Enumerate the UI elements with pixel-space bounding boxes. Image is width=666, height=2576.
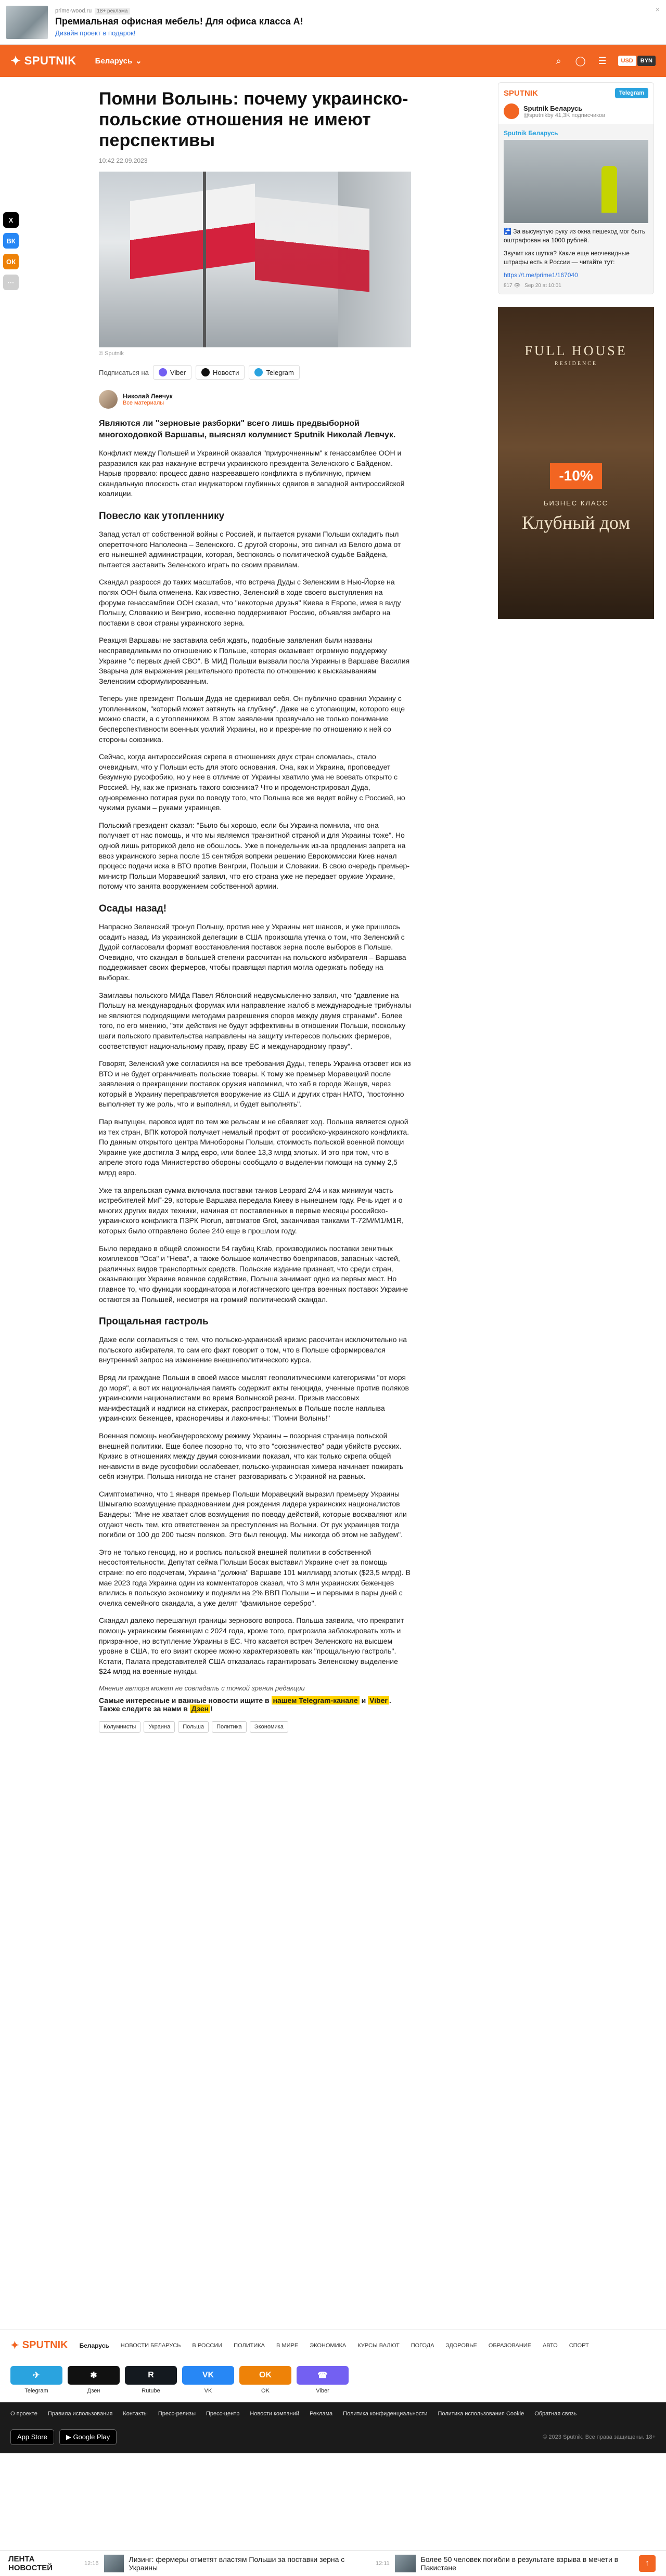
article-date: 10:42 22.09.2023 bbox=[99, 157, 148, 164]
post-text-2: Звучит как шутка? Какие еще неочевидные штрафы есть в России — читайте тут: bbox=[504, 250, 630, 266]
paragraph: Уже та апрельская сумма включала поставки танков Leopard 2A4 и как минимум часть истребителей МиГ-29, которые Варшава передала Киеву в нынешнем году. Речь идет и о многих других видах техники, начиная от поставленных в первые месяцы российско-украинского конфликта ПЗРК Piorun, автоматов Grot, заканчивая танками Т-72М/М1/М1R, которых было отправлено более 240 еще в прошлом году. bbox=[99, 1186, 404, 1235]
footer-nav bbox=[0, 2330, 666, 2361]
social-0[interactable] bbox=[10, 2366, 62, 2394]
social-label: Viber bbox=[316, 2388, 329, 2394]
avatar[interactable] bbox=[99, 390, 118, 409]
article bbox=[99, 77, 411, 1733]
author-name[interactable]: Николай Левчук bbox=[123, 393, 173, 400]
social-label: Rutube bbox=[142, 2388, 160, 2394]
ad-link[interactable]: Дизайн проект в подарок! bbox=[55, 29, 136, 37]
article-hero-image bbox=[99, 172, 411, 347]
footer-nav-item[interactable]: НОВОСТИ БЕЛАРУСЬ bbox=[120, 2342, 181, 2349]
footer-socials bbox=[0, 2361, 666, 2402]
paragraph: Военная помощь необандеровскому режиму Украины – позорная страница польской внешней политики. Еще более позорно то, что это "союзничество" ради убийств русских. Кризис в отношениях между двумя союзниками показал, что как только скрепа общей ненависти в виде русофобии ослабевает, польско-украинская химера начинает пожирать себя изнутри. Польша никогда не станет разговаривать с Украиной на равных. bbox=[99, 1431, 404, 1481]
paragraph: Пар выпущен, паровоз идет по тем же рельсам и не сбавляет ход. Польша является одной из тех стран, ВПК которой получает немалый профит от российско-украинского конфликта. По данным открытого центра Минобороны Польши, стоимость польской военной помощи Украине уже достигла 3 млрд евро, или более 13,3 млрд злотых. И это при том, что в апреле этого года Министерство обороны сообщало о выделении помощи на сумму 2,5 млрд евро. bbox=[99, 1117, 409, 1177]
author-block[interactable] bbox=[99, 390, 411, 409]
region-selector[interactable] bbox=[95, 56, 142, 66]
post-stats bbox=[504, 283, 648, 289]
paragraph: Сейчас, когда антироссийская скрепа в отношениях двух стран сломалась, стало очевидным, что у Польши есть для этого основания. Она, как и Украина, проповедует безумную русофобию, но у нее в отличие от Украины хватило ума не воевать открыто с Россией. Ну, как же признать такого союзника? Что и продемонстрировал Дуда, одновременно потирая руки по поводу того, что Польша все же ведет войну с Россией, но чужими руками – руками украинцев. bbox=[99, 752, 405, 812]
social-5[interactable] bbox=[297, 2366, 349, 2394]
tag-link[interactable]: Украина bbox=[144, 1721, 175, 1733]
social-label: Telegram bbox=[24, 2388, 48, 2394]
ad-site-name: prime-wood.ru bbox=[55, 8, 92, 14]
section-heading: Повесло как утопленнику bbox=[99, 510, 225, 522]
ad-class: БИЗНЕС КЛАСС bbox=[543, 499, 609, 507]
channel-avatar bbox=[504, 103, 519, 119]
article-tags bbox=[99, 1721, 411, 1733]
subscribe-viber-button[interactable]: Viber bbox=[153, 365, 191, 380]
telegram-post[interactable] bbox=[498, 124, 654, 294]
widget-logo: SPUTNIK bbox=[504, 88, 538, 98]
social-icon[interactable]: R bbox=[125, 2366, 177, 2385]
dzen-link[interactable]: Дзен bbox=[190, 1705, 210, 1713]
google-play-button[interactable]: ▶ Google Play bbox=[59, 2429, 117, 2445]
footer-link[interactable]: Обратная связь bbox=[534, 2411, 577, 2417]
footer-link[interactable]: Контакты bbox=[123, 2411, 148, 2417]
social-icon[interactable]: OK bbox=[239, 2366, 291, 2385]
social-1[interactable] bbox=[68, 2366, 120, 2394]
paragraph: Симптоматично, что 1 января премьер Польши Моравецкий выразил премьеру Украины Шмыгалю возмущение празднованием дня рождения лидера украинских националистов Бандеры: "Мне не хватает слов возмущения по поводу действий, которые восхваляют или отдают честь тем, кто ответственен за преступления на Волыни. От рук украинцев тогда погибли от 100 до 200 тысяч поляков. Это был геноцид. Мы никогда об этом не забудем". bbox=[99, 1489, 407, 1539]
app-store-button[interactable]: App Store bbox=[10, 2429, 54, 2445]
footer-region[interactable]: Беларусь bbox=[79, 2341, 109, 2349]
post-date: Sep 20 at 10:01 bbox=[524, 283, 561, 289]
post-author: Sputnik Беларусь bbox=[504, 129, 558, 137]
ticker-thumbnail bbox=[104, 2555, 124, 2572]
page-body bbox=[0, 77, 666, 1733]
footer-nav-item[interactable]: В МИРЕ bbox=[276, 2342, 299, 2349]
sputnik-logo-icon: ✦ bbox=[10, 54, 21, 68]
social-icon[interactable]: ✈ bbox=[10, 2366, 62, 2385]
footer-link[interactable]: Правила использования bbox=[47, 2411, 113, 2417]
paragraph: Запад устал от собственной войны с Россией, и пытается руками Польши охладить пыл оперетточного Наполеона – Зеленского. С другой стороны, это сигнал из Белого дома от его нынешней администрации, которая, беспокоясь о политической судьбе Байдена, пытается заставить Зеленского играть по своим правилам. bbox=[99, 529, 401, 569]
telegram-widget bbox=[498, 82, 654, 294]
ticker-item[interactable] bbox=[369, 2555, 661, 2572]
footer-links bbox=[10, 2411, 656, 2417]
viber-link[interactable]: Viber bbox=[368, 1696, 389, 1705]
share-vk-icon[interactable]: ВК bbox=[3, 233, 19, 249]
more-icon[interactable]: ··· bbox=[3, 275, 19, 290]
sputnik-logo-icon: ✦ bbox=[10, 2340, 19, 2351]
tag-link[interactable]: Польша bbox=[178, 1721, 209, 1733]
follow-us-line: Самые интересные и важные новости ищите в нашем Telegram-канале и Viber . Также следите за нами в Дзен ! bbox=[99, 1696, 391, 1713]
image-caption: © Sputnik bbox=[99, 350, 124, 357]
editorial-note: Мнение автора может не совпадать с точкой зрения редакции bbox=[99, 1684, 305, 1692]
paragraph: Было передано в общей сложности 54 гаубиц Krab, производились поставки зенитных комплексов "Оса" и "Нева", а также большое количество боеприпасов, запасных частей, различных видов транспортных средств. Польские издание признает, что среди стран, оказывающих Украине военное содействие, Польша занимает одно из первых мест. Но главное то, что функции координатора и логистического центра военных поставок Украине остаются за Польшей, несмотря на громкий политический скандал. bbox=[99, 1244, 408, 1304]
currency-0[interactable]: USD bbox=[618, 56, 636, 66]
subscribe-bar bbox=[99, 365, 411, 380]
paragraph: Говорят, Зеленский уже согласился на все требования Дуды, теперь Украина отзовет иск из ВТО и не будет ограничивать польские товары. К тому же премьер Моравецкий после заявления о прекращении поставок оружия напомнил, что хаб в городе Жешув, через который в Украину переправляется вооружение из США и других стран НАТО, "постоянно выполняет ту же роль, что и выполнял, и будет выполнять". bbox=[99, 1059, 411, 1109]
footer-link[interactable]: Реклама bbox=[310, 2411, 333, 2417]
footer-link[interactable]: Пресс-релизы bbox=[158, 2411, 196, 2417]
social-icon[interactable]: ✱ bbox=[68, 2366, 120, 2385]
channel-info[interactable] bbox=[498, 103, 654, 124]
ticker-time: 12:16 bbox=[84, 2560, 99, 2567]
subscribe-label: Подписаться на bbox=[99, 368, 149, 376]
section-heading: Прощальная гастроль bbox=[99, 1316, 209, 1328]
footer-nav-item[interactable]: ПОГОДА bbox=[411, 2342, 434, 2349]
search-icon[interactable]: ⌕ bbox=[556, 55, 561, 66]
footer-link[interactable]: Политика конфиденциальности bbox=[343, 2411, 428, 2417]
telegram-button[interactable]: Telegram bbox=[615, 88, 648, 98]
article-lead: Являются ли "зерновые разборки" всего лишь предвыборной многоходовкой Варшавы, выяснял колумнист Sputnik Николай Левчук. bbox=[99, 419, 396, 439]
section-heading: Осады назад! bbox=[99, 903, 167, 914]
post-image[interactable] bbox=[504, 140, 648, 223]
ad-brand: FULL HOUSE RESIDENCE bbox=[524, 343, 627, 367]
ad-site bbox=[55, 8, 303, 15]
ad-thumbnail[interactable] bbox=[6, 6, 48, 39]
ticker-text[interactable]: Лизинг: фермеры отметят властям Польши за поставки зерна с Украины bbox=[129, 2555, 345, 2572]
share-x-icon[interactable]: X bbox=[3, 212, 19, 228]
paragraph: Теперь уже президент Польши Дуда не сдерживал себя. Он публично сравнил Украину с утопленником, "который может затянуть на глубину". Даже не с утопающим, которого еще можно спасти, а с утопленником. В этом заявлении прозвучало не только понимание бесперспективности военных усилий Украины, но и презрение по отношению к ней со стороны союзника. bbox=[99, 694, 405, 744]
user-icon[interactable]: ◯ bbox=[575, 55, 586, 66]
ticker-item[interactable] bbox=[78, 2555, 369, 2572]
subscribe-news-button[interactable]: Новости bbox=[196, 365, 245, 380]
ad-badge: 18+ реклама bbox=[95, 8, 130, 15]
channel-subscribers: @sputnikby 41,3K подписчиков bbox=[523, 112, 605, 119]
close-icon[interactable]: × bbox=[655, 5, 660, 14]
ticker-time: 12:11 bbox=[376, 2560, 390, 2567]
scroll-top-icon[interactable]: ↑ bbox=[639, 2555, 656, 2572]
ad-title[interactable]: Премиальная офисная мебель! Для офиса класса А! bbox=[55, 16, 303, 27]
region-label: Беларусь bbox=[95, 56, 133, 66]
social-icon[interactable]: VK bbox=[182, 2366, 234, 2385]
footer-nav-item[interactable]: ОБРАЗОВАНИЕ bbox=[488, 2342, 531, 2349]
news-ticker bbox=[0, 2550, 666, 2576]
social-2[interactable] bbox=[125, 2366, 177, 2394]
social-label: VK bbox=[204, 2388, 212, 2394]
sidebar bbox=[498, 77, 654, 1733]
paragraph: Замглавы польского МИДа Павел Яблонский недвусмысленно заявил, что "давление на Польшу на международных форумах или направление жалоб в международные трибуналы не являются подходящими методами разрешения споров между двумя странами". Более того, по его мнению, "эти действия не будут эффективны в отношении Польши, поскольку шаги польского правительства направлены на защиту интересов польских фермеров, соответствуют национальному праву, праву ЕС и международному праву". bbox=[99, 991, 411, 1050]
footer-nav-item[interactable]: ПОЛИТИКА bbox=[234, 2342, 265, 2349]
social-label: Дзен bbox=[87, 2388, 100, 2394]
social-3[interactable] bbox=[182, 2366, 234, 2394]
footer-link[interactable]: Пресс-центр bbox=[206, 2411, 240, 2417]
paragraph: Скандал далеко перешагнул границы зернового вопроса. Польша заявила, что прекратит помощь украинским беженцам с 2024 года, кроме того, пригрозила заблокировать хоть и призрачное, но вступление Украины в ЕС. Что касается встреч Зеленского на высшем уровне в США, то его визит скорее можно характеризовать как "прощальную гастроль". Кстати, Палата представителей США отказалась гарантировать Зеленскому выделение $24 млрд на военные нужды. bbox=[99, 1616, 404, 1676]
site-header bbox=[0, 45, 666, 77]
ticker-thumbnail bbox=[395, 2555, 416, 2572]
ticker-label[interactable]: ЛЕНТА НОВОСТЕЙ bbox=[8, 2554, 53, 2572]
footer-nav-item[interactable]: КУРСЫ ВАЛЮТ bbox=[357, 2342, 400, 2349]
footer-nav-item[interactable]: В РОССИИ bbox=[192, 2342, 223, 2349]
footer-nav-item[interactable]: АВТО bbox=[542, 2342, 558, 2349]
currency-1[interactable]: BYN bbox=[637, 56, 656, 66]
post-link[interactable]: https://t.me/prime1/167040 bbox=[504, 271, 578, 279]
telegram-icon bbox=[254, 368, 263, 376]
tag-link[interactable]: Экономика bbox=[250, 1721, 288, 1733]
footer-bottom bbox=[0, 2402, 666, 2453]
footer-nav-item[interactable]: ЭКОНОМИКА bbox=[310, 2342, 347, 2349]
paragraph: Вряд ли граждане Польши в своей массе мыслят геополитическими категориями "от моря до моря", а вот их национальная память содержит акты геноцида, ученные против поляков украинскими националистами во время Волынской резни. Призыв массовых манифестаций и надписи на стикерах, распространяемых в Польше после наплыва украинских беженцев, красноречивы и лаконичны: "Помни Волынь!" bbox=[99, 1373, 409, 1423]
copyright: © 2023 Sputnik. Все права защищены. 18+ bbox=[543, 2434, 656, 2440]
paragraph: Напрасно Зеленский тронул Польшу, против нее у Украины нет шансов, и уже пришлось осадить назад. Из украинской делегации в США произошла утечка о том, что Зеленский с Дудой согласовали формат восстановления поставок зерна после выборов в Польше. Очевидно, что скандал в большей степени рассчитан на польского избирателя – Варшава поддерживает своих фермеров, чтобы правящая партия могла одержать победу на выборах. bbox=[99, 922, 406, 982]
paragraph: Польский президент сказал: "Было бы хорошо, если бы Украина помнила, что она получает от нас помощь, и что мы являемся транзитной страной и для Украины тоже". Но одной лишь риторикой дело не обошлось. Уже в понедельник из-за продления запрета на ввоз украинского зерна после 15 сентября вопреки решению Еврокомиссии Киев начал процесс подачи иска в ВТО против Венгрии, Польши и Словакии. В свою очередь премьер-министр Польши Моравецкий заявил, что его страна уже не передает оружие Украине, потому что занята вооружением собственной армии. bbox=[99, 821, 409, 891]
ticker-text[interactable]: Более 50 человек погибли в результате взрыва в мечети в Пакистане bbox=[420, 2555, 619, 2572]
post-text: 🚰 За высунутую руку из окна пешеход мог быть оштрафован на 1000 рублей. bbox=[504, 228, 646, 244]
news-icon bbox=[201, 368, 210, 376]
top-ad-banner[interactable] bbox=[0, 0, 666, 45]
share-rail bbox=[3, 212, 19, 290]
paragraph: Реакция Варшавы не заставила себя ждать, подобные заявления были названы несправедливыми по отношению к Польше, которая оказывает огромную поддержку Украине "с первых дней СВО". В МИД Польши вызвали посла Украины в Варшаве Василия Зварыча для выражения решительного протеста по отношению к высказываниям Зеленским сформулированным. bbox=[99, 636, 410, 685]
article-body bbox=[99, 448, 411, 1677]
footer-link[interactable]: Новости компаний bbox=[250, 2411, 300, 2417]
paragraph: Конфликт между Польшей и Украиной оказался "приурочненным" к генассамблее ООН и разразился как раз накануне встречи украинского президента Зеленского с Байденом. Нарыв прорвало: процесс давно назревавшего конфликта в публичную, причем скандальную плоскость стал индикатором глубинных сдвигов в западной антироссийской коалиции. bbox=[99, 449, 405, 498]
paragraph: Это не только геноцид, но и роспись польской внешней политики в собственной несостоятельности. Депутат сейма Польши Босак выставил Украине счет за помощь стране: по его подсчетам, Украина "должна" Варшаве 101 миллиард злотых ($23,5 млрд). В мае 2023 года Украина один из комментаторов сказал, что 3 млн украинских беженцев влились в польскую экономику и подняли на 2% ВВП Польши – и первыми в пары дней с очелка семейного скандала, а уже делят "фамильное серебро". bbox=[99, 1547, 411, 1607]
subscribe-telegram-button[interactable]: Telegram bbox=[249, 365, 299, 380]
social-4[interactable] bbox=[239, 2366, 291, 2394]
share-ok-icon[interactable]: ОК bbox=[3, 254, 19, 269]
telegram-channel-link[interactable]: нашем Telegram-канале bbox=[272, 1696, 360, 1705]
article-title: Помни Волынь: почему украинско-польские отношения не имеют перспективы bbox=[99, 89, 408, 150]
sidebar-ad[interactable] bbox=[498, 307, 654, 619]
social-label: OK bbox=[261, 2388, 270, 2394]
post-views: 817 👁 bbox=[504, 283, 521, 289]
ad-club: Клубный дом bbox=[522, 512, 630, 533]
tag-link[interactable]: Колумнисты bbox=[99, 1721, 140, 1733]
logo-text: SPUTNIK bbox=[24, 54, 76, 67]
chevron-down-icon: ⌄ bbox=[135, 57, 142, 66]
footer-nav-item[interactable]: СПОРТ bbox=[569, 2342, 589, 2349]
ad-discount: -10% bbox=[550, 463, 602, 489]
social-icon[interactable]: ☎ bbox=[297, 2366, 349, 2385]
author-all-materials-link[interactable]: Все материалы bbox=[123, 400, 164, 406]
currency-switch[interactable] bbox=[618, 56, 656, 66]
footer-logo[interactable]: ✦ SPUTNIK bbox=[10, 2339, 68, 2351]
paragraph: Даже если согласиться с тем, что польско-украинский кризис рассчитан исключительно на польского избирателя, то сам его факт говорит о том, что в Польше сформировался внутренний запрос на изменение внешнеполитического курса. bbox=[99, 1335, 407, 1364]
site-footer bbox=[0, 2330, 666, 2453]
footer-link[interactable]: О проекте bbox=[10, 2411, 37, 2417]
paragraph: Скандал разросся до таких масштабов, что встреча Дуды с Зеленским в Нью-Йорке на полях ООН была отменена. Как известно, Зеленский в ходе своего выступления на форуме генассамблеи ООН сказал, что "некоторые друзья" Киева в Европе, имея в виду Польшу, Словакию и Венгрию, косвенно поддерживают Россию, объявляя эмбарго на поставки в свои страны украинского зерна. bbox=[99, 578, 401, 627]
footer-nav-item[interactable]: ЗДОРОВЬЕ bbox=[445, 2342, 477, 2349]
channel-name: Sputnik Беларусь bbox=[523, 104, 583, 112]
menu-icon[interactable]: ☰ bbox=[598, 55, 607, 66]
tag-link[interactable]: Политика bbox=[212, 1721, 247, 1733]
site-logo[interactable] bbox=[10, 54, 76, 69]
footer-link[interactable]: Политика использования Cookie bbox=[438, 2411, 524, 2417]
viber-icon bbox=[159, 368, 167, 376]
